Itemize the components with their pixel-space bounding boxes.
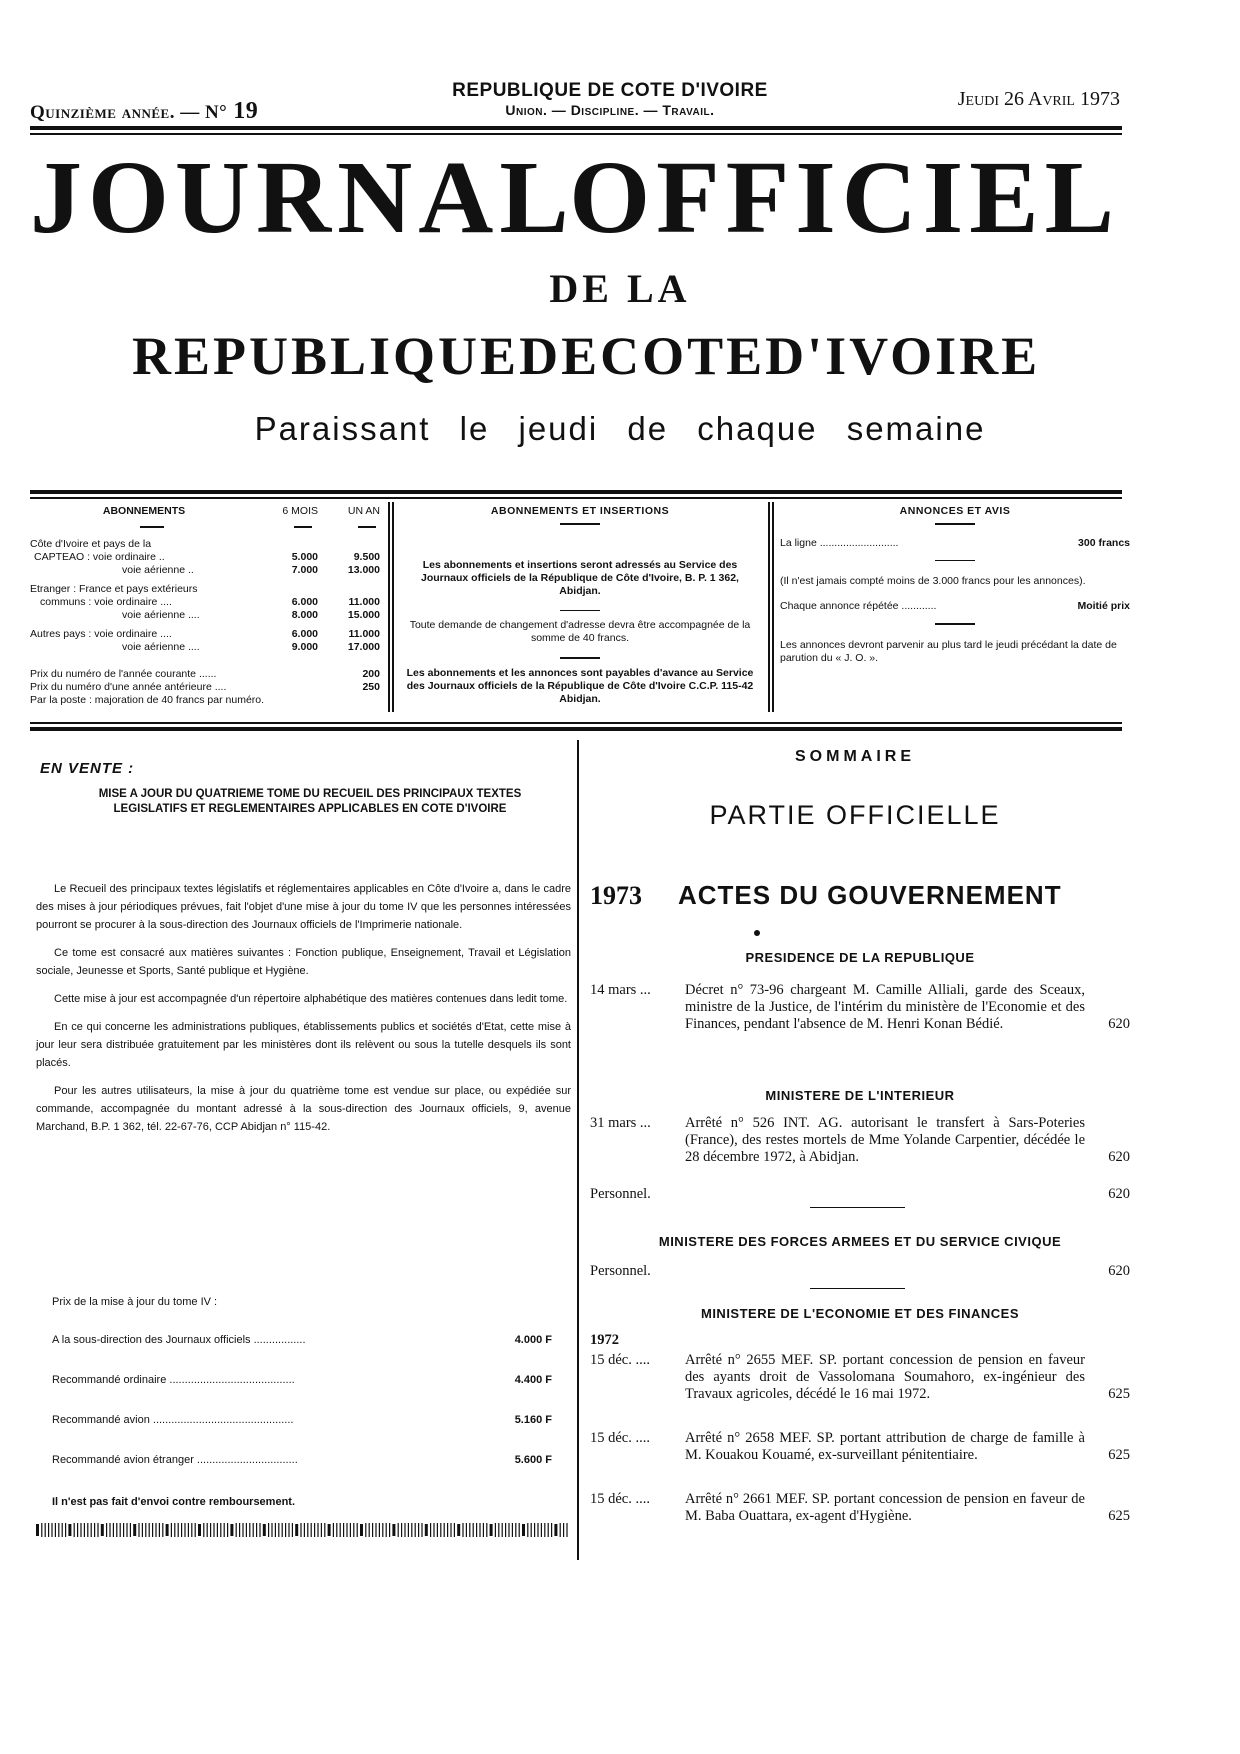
price-row: A la sous-direction des Journaux officiels ................. 4.000 F [52,1334,552,1346]
sub-row: voie aérienne .... 9.000 17.000 [122,640,380,653]
column-divider [577,740,579,1560]
box-rule-top-thin [30,497,1122,499]
masthead-republic [132,325,1041,387]
price-row: Recommandé ordinaire ......................................... 4.400 F [52,1374,552,1386]
mise-a-jour-heading: MISE A JOUR DU QUATRIEME TOME DU RECUEIL DES PRINCIPAUX TEXTES LEGISLATIFS ET REGLEMENTAIRES APPLICABLES EN COTE D'IVOIRE [98,788,522,815]
entry-text: Personnel. [590,1263,651,1279]
annonces-delai: Les annonces devront parvenir au plus tard le jeudi précédant la date de parution du « J. O. ». [780,638,1117,664]
sub-row: voie aérienne .... 8.000 15.000 [122,608,380,621]
sub-row: Etranger : France et pays extérieurs [30,582,198,595]
entry-page: 625 [1108,1447,1130,1463]
insertions-p3: Les abonnements et les annonces sont payables d'avance au Service des Journaux officiels de la République de Côte d'Ivoire C.C.P. 115-42 Abidjan. [406,666,754,705]
left-paragraph: Ce tome est consacré aux matières suivantes : Fonction publique, Enseignement, Travail et Législation sociale, Jeunesse et Sports, Santé publique et Hygiène. [36,947,571,977]
entry-page: 620 [1108,1016,1130,1032]
sub-row: Autres pays : voie ordinaire .... 6.000 11.000 [30,627,380,640]
republic-word-2: DE [519,326,601,386]
insertions-p2: Toute demande de changement d'adresse devra être accompagnée de la somme de 40 francs. [409,619,751,644]
section-forces: MINISTERE DES FORCES ARMEES ET DU SERVICE CIVIQUE [658,1234,1062,1249]
box-rule-bottom-thick [30,727,1122,731]
section-presidence: PRESIDENCE DE LA REPUBLIQUE [745,950,975,965]
entry-text: Arrêté n° 2661 MEF. SP. portant concession de pension en faveur de M. Baba Ouattara, ex-agent d'Hygiène. [685,1491,1085,1524]
prix-row: Prix du numéro de l'année courante ...... 200 [30,667,380,680]
republic-word-3: COTE [600,326,766,386]
annonces-box [780,505,1130,677]
entry-page: 625 [1108,1508,1130,1524]
repete-row: Chaque annonce répétée ............ Moitié prix [780,600,1130,612]
periodicity: Paraissant le jeudi de chaque semaine [254,410,986,447]
toc-entry [590,1352,1130,1403]
entry-text: Décret n° 73-96 chargeant M. Camille Alliali, garde des Sceaux, ministre de la Justice, de l'intérim du ministère de l'Economie et des Finances, pendant l'absence de M. Henri Konan Bédié. [685,982,1085,1032]
republic-word-1: REPUBLIQUE [132,326,520,386]
masthead-de-la: DE LA [549,266,691,311]
entry-rule [810,1207,905,1208]
sub-row: voie aérienne .. 7.000 13.000 [122,563,380,576]
sommaire-heading: SOMMAIRE [795,748,915,765]
col-unan: UN AN [347,505,380,517]
sub-row: CAPTEAO : voie ordinaire .. 5.000 9.500 [34,550,380,563]
entry-rule [810,1288,905,1289]
title-word-officiel: OFFICIEL [569,140,1120,255]
title-word-journal: JOURNAL [30,140,575,255]
box-divider [388,502,390,712]
toc-year: 1972 [590,1332,619,1348]
price-row: Recommandé avion étranger ................................. 5.600 F [52,1454,552,1466]
box-divider [772,502,774,712]
left-paragraph: En ce qui concerne les administrations publiques, établissements publics et sociétés d'Etat, cette mise à jour leur sera distribuée gratuitement par les ministères dont ils relèvent ou sous la tutelle desquels ils sont placés. [36,1021,571,1069]
toc-entry [590,1491,1130,1525]
entry-date: 31 mars ... [590,1115,651,1131]
insertions-p1: Les abonnements et insertions seront adressés au Service des Journaux officiels de la République de Côte d'Ivoire, B. P. 1 362, Abidjan. [421,558,739,597]
entry-page: 620 [1108,1149,1130,1165]
entry-date: 15 déc. .... [590,1430,650,1446]
toc-entry [590,1263,1130,1280]
toc-entry [590,1115,1130,1166]
header-rule-thick [30,126,1122,130]
entry-date: 14 mars ... [590,982,651,998]
actes-heading [590,880,1120,911]
box-divider [392,502,394,712]
annonces-note: (Il n'est jamais compté moins de 3.000 francs pour les annonces). [780,575,1086,587]
actes-title: ACTES DU GOUVERNEMENT [678,880,1062,910]
sub-row: communs : voie ordinaire .... 6.000 11.000 [40,595,380,608]
box-rule-top-thick [30,490,1122,494]
box-divider [768,502,770,712]
toc-entry [590,1186,1130,1203]
price-row: Recommandé avion .............................................. 5.160 F [52,1414,552,1426]
issue-number: 19 [233,98,259,124]
subscriptions-heading: ABONNEMENTS [102,505,186,517]
subscriptions-box [30,505,380,707]
entry-date: 15 déc. .... [590,1491,650,1507]
issue-date: Jeudi 26 Avril 1973 [957,88,1120,110]
prix-row: Par la poste : majoration de 40 francs par numéro. [30,693,265,706]
entry-page: 620 [1108,1263,1130,1279]
bullet-icon [754,930,760,936]
section-economie: MINISTERE DE L'ECONOMIE ET DES FINANCES [700,1306,1019,1321]
header-country: REPUBLIQUE DE COTE D'IVOIRE [452,80,768,101]
annonces-heading: ANNONCES ET AVIS [899,505,1011,517]
entry-text: Arrêté n° 526 INT. AG. autorisant le transfert à Sars-Poteries (France), des restes mortels de Mme Yolande Carpentier, décédée le 28 décembre 1972, à Abidjan. [685,1115,1085,1165]
republic-word-4: D'IVOIRE [765,326,1041,386]
toc-entry [590,1430,1130,1464]
price-list-heading: Prix de la mise à jour du tome IV : [52,1296,218,1308]
header-rule-thin [30,133,1122,135]
actes-year: 1973 [590,881,642,910]
left-paragraph: Le Recueil des principaux textes législatifs et réglementaires applicables en Côte d'Ivoire a, dans le cadre des mises à jour périodiques prévues, fait l'objet d'une mise à jour du tome IV que les personnes intéressées pourront se procurer à la sous-direction des Journaux officiels de l'Imprimerie nationale. [36,883,571,931]
entry-text: Arrêté n° 2655 MEF. SP. portant concession de pension en faveur des ayants droit de Vassolomana Soumahoro, ex-ingénieur des Travaux agricoles, décédé le 16 mai 1972. [685,1352,1085,1402]
insertions-box [400,505,760,718]
header-center [440,80,780,118]
entry-date: 15 déc. .... [590,1352,650,1368]
remboursement-note: Il n'est pas fait d'envoi contre remboursement. [52,1496,296,1508]
entry-page: 625 [1108,1386,1130,1402]
section-interieur: MINISTERE DE L'INTERIEUR [765,1088,955,1103]
header-motto: Union. — Discipline. — Travail. [505,102,715,118]
issue-info [30,98,258,125]
issue-label: Quinzième année. — N° [30,102,228,123]
toc-entry [590,982,1130,1033]
entry-text: Arrêté n° 2658 MEF. SP. portant attribution de charge de famille à M. Kouakou Kouamé, ex-surveillant pénitentiaire. [685,1430,1085,1463]
masthead-title [30,140,1120,255]
prix-row: Prix du numéro d'une année antérieure .... 250 [30,680,380,693]
left-paragraph: Pour les autres utilisateurs, la mise à jour du quatrième tome est vendue sur place, ou expédiée sur commande, accompagnée du montant adressé à la sous-direction des Journaux officiels, 9, avenue Marchand, B.P. 1 362, tél. 22-67-76, CCP Abidjan n° 115-42. [36,1085,571,1133]
entry-text: Personnel. [590,1186,651,1202]
left-body [36,880,571,1146]
price-list [52,1296,552,1494]
decorative-bar-pattern [36,1523,571,1537]
insertions-heading: ABONNEMENTS ET INSERTIONS [490,505,670,517]
en-vente-label: EN VENTE : [40,760,135,777]
box-rule-bottom-thin [30,722,1122,724]
left-paragraph: Cette mise à jour est accompagnée d'un répertoire alphabétique des matières contenues dans ledit tome. [54,993,568,1005]
col-6mois: 6 MOIS [282,505,318,517]
partie-officielle: PARTIE OFFICIELLE [709,800,1001,830]
entry-page: 620 [1108,1186,1130,1202]
sub-row: Côte d'Ivoire et pays de la [30,537,152,550]
ligne-row: La ligne ........................... 300 francs [780,536,1130,549]
